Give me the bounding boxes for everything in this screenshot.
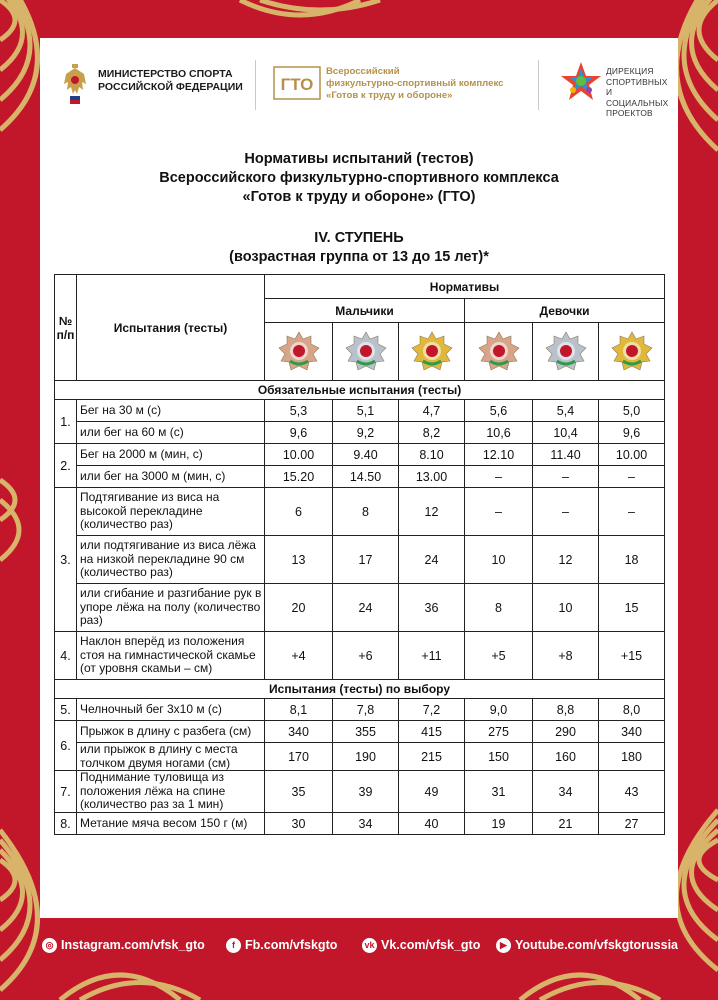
norm-value: 170 bbox=[265, 743, 333, 771]
gto-complex-name bbox=[326, 66, 526, 102]
social-footer bbox=[40, 934, 680, 956]
vk-link[interactable] bbox=[362, 934, 480, 956]
row-number: 6. bbox=[55, 721, 77, 771]
table-row bbox=[55, 771, 665, 813]
norm-value: 9.40 bbox=[333, 444, 399, 466]
norm-value: 19 bbox=[465, 813, 533, 835]
badge-cell bbox=[533, 323, 599, 381]
norm-value: 39 bbox=[333, 771, 399, 813]
gold-badge-icon bbox=[611, 331, 653, 373]
document-title bbox=[40, 150, 678, 207]
norm-value: – bbox=[533, 488, 599, 536]
directorate-line-2: СПОРТИВНЫХ bbox=[606, 76, 668, 87]
table-row bbox=[55, 743, 665, 771]
document-card bbox=[40, 38, 678, 918]
directorate-star-icon bbox=[558, 60, 604, 106]
norm-value: 13 bbox=[265, 536, 333, 584]
col-number-line-2: п/п bbox=[56, 327, 75, 342]
ministry-line-1: МИНИСТЕРСТВО СПОРТА bbox=[98, 68, 233, 80]
norm-value: 290 bbox=[533, 721, 599, 743]
col-norms-header: Нормативы bbox=[265, 275, 665, 299]
test-name: Прыжок в длину с разбега (см) bbox=[77, 721, 265, 743]
norm-value: 6 bbox=[265, 488, 333, 536]
norm-value: 34 bbox=[333, 813, 399, 835]
col-tests-header: Испытания (тесты) bbox=[77, 275, 265, 381]
table-row bbox=[55, 444, 665, 466]
norm-value: 150 bbox=[465, 743, 533, 771]
norm-value: 275 bbox=[465, 721, 533, 743]
norm-value: 5,3 bbox=[265, 400, 333, 422]
norm-value: 35 bbox=[265, 771, 333, 813]
bronze-badge-icon bbox=[278, 331, 320, 373]
test-name: Подтягивание из виса на высокой перекладине (количество раз) bbox=[77, 488, 265, 536]
row-number: 5. bbox=[55, 699, 77, 721]
directorate-line-1: ДИРЕКЦИЯ bbox=[606, 66, 654, 76]
table-row bbox=[55, 466, 665, 488]
test-name: или бег на 3000 м (мин, с) bbox=[77, 466, 265, 488]
norm-value: 160 bbox=[533, 743, 599, 771]
test-name: Наклон вперёд из положения стоя на гимнастической скамье (от уровня скамьи – см) bbox=[77, 632, 265, 680]
facebook-link[interactable] bbox=[226, 934, 337, 956]
norm-value: +15 bbox=[599, 632, 665, 680]
norm-value: +6 bbox=[333, 632, 399, 680]
col-number-line-1: № bbox=[58, 313, 73, 328]
norm-value: 8,0 bbox=[599, 699, 665, 721]
gto-line-3: «Готов к труду и обороне» bbox=[326, 90, 453, 101]
norm-value: 10 bbox=[533, 584, 599, 632]
norm-value: 10 bbox=[465, 536, 533, 584]
norm-value: 14.50 bbox=[333, 466, 399, 488]
facebook-icon: f bbox=[226, 938, 241, 953]
norm-value: 8,8 bbox=[533, 699, 599, 721]
mandatory-rows bbox=[55, 400, 665, 680]
table-row bbox=[55, 422, 665, 444]
directorate-line-4: ПРОЕКТОВ bbox=[606, 108, 653, 118]
directorate-line-3: И СОЦИАЛЬНЫХ bbox=[606, 87, 669, 108]
row-number: 7. bbox=[55, 771, 77, 813]
norm-value: 7,8 bbox=[333, 699, 399, 721]
norm-value: 180 bbox=[599, 743, 665, 771]
section-mandatory: Обязательные испытания (тесты) bbox=[55, 381, 665, 400]
logo-separator bbox=[538, 60, 539, 110]
instagram-text: Instagram.com/vfsk_gto bbox=[61, 938, 205, 952]
norm-value: 9,0 bbox=[465, 699, 533, 721]
col-number-header bbox=[55, 275, 77, 381]
table-row bbox=[55, 632, 665, 680]
table-row bbox=[55, 584, 665, 632]
ministry-line-2: РОССИЙСКОЙ ФЕДЕРАЦИИ bbox=[98, 81, 243, 93]
stage-name: IV. СТУПЕНЬ bbox=[314, 230, 404, 246]
badge-cell bbox=[399, 323, 465, 381]
norm-value: +8 bbox=[533, 632, 599, 680]
gto-mark: ГТО bbox=[280, 75, 314, 94]
bronze-badge-icon bbox=[478, 331, 520, 373]
norm-value: 40 bbox=[399, 813, 465, 835]
title-line-3: «Готов к труду и обороне» (ГТО) bbox=[242, 189, 476, 205]
norm-value: 10.00 bbox=[599, 444, 665, 466]
badge-cell bbox=[265, 323, 333, 381]
table-row bbox=[55, 813, 665, 835]
norm-value: 24 bbox=[333, 584, 399, 632]
youtube-text: Youtube.com/vfskgtorussia bbox=[515, 938, 678, 952]
norm-value: 340 bbox=[599, 721, 665, 743]
test-name: Метание мяча весом 150 г (м) bbox=[77, 813, 265, 835]
norm-value: +5 bbox=[465, 632, 533, 680]
vk-text: Vk.com/vfsk_gto bbox=[381, 938, 481, 952]
stage-age-group: (возрастная группа от 13 до 15 лет)* bbox=[229, 249, 489, 265]
stage-title bbox=[40, 229, 678, 267]
title-line-1: Нормативы испытаний (тестов) bbox=[244, 151, 474, 167]
norm-value: 9,6 bbox=[599, 422, 665, 444]
norm-value: 15 bbox=[599, 584, 665, 632]
norm-value: 24 bbox=[399, 536, 465, 584]
table-row bbox=[55, 536, 665, 584]
norm-value: 18 bbox=[599, 536, 665, 584]
test-name: или сгибание и разгибание рук в упоре лёжа на полу (количество раз) bbox=[77, 584, 265, 632]
norm-value: 190 bbox=[333, 743, 399, 771]
badge-cell bbox=[333, 323, 399, 381]
norm-value: 8 bbox=[465, 584, 533, 632]
test-name: Поднимание туловища из положения лёжа на спине (количество раз за 1 мин) bbox=[77, 771, 265, 813]
norm-value: 49 bbox=[399, 771, 465, 813]
norm-value: 30 bbox=[265, 813, 333, 835]
norm-value: 17 bbox=[333, 536, 399, 584]
gto-line-1: Всероссийский bbox=[326, 66, 400, 77]
norm-value: 4,7 bbox=[399, 400, 465, 422]
norm-value: – bbox=[465, 466, 533, 488]
header-logos bbox=[40, 38, 678, 138]
norm-value: 11.40 bbox=[533, 444, 599, 466]
norm-value: 8,2 bbox=[399, 422, 465, 444]
logo-separator bbox=[255, 60, 256, 110]
norm-value: 21 bbox=[533, 813, 599, 835]
norm-value: 215 bbox=[399, 743, 465, 771]
gto-line-2: физкультурно-спортивный комплекс bbox=[326, 78, 504, 89]
gto-logo-icon bbox=[273, 66, 321, 100]
facebook-text: Fb.com/vfskgto bbox=[245, 938, 338, 952]
ministry-emblem-icon bbox=[62, 62, 88, 106]
norm-value: 10.00 bbox=[265, 444, 333, 466]
table-row bbox=[55, 721, 665, 743]
boys-header: Мальчики bbox=[265, 299, 465, 323]
row-number: 3. bbox=[55, 488, 77, 632]
norm-value: 7,2 bbox=[399, 699, 465, 721]
norm-value: 415 bbox=[399, 721, 465, 743]
norm-value: 12.10 bbox=[465, 444, 533, 466]
norms-table bbox=[54, 274, 665, 835]
youtube-icon: ▶ bbox=[496, 938, 511, 953]
badge-cell bbox=[465, 323, 533, 381]
norm-value: 9,6 bbox=[265, 422, 333, 444]
norm-value: – bbox=[533, 466, 599, 488]
norm-value: +11 bbox=[399, 632, 465, 680]
vk-icon: vk bbox=[362, 938, 377, 953]
norm-value: – bbox=[465, 488, 533, 536]
norm-value: 5,0 bbox=[599, 400, 665, 422]
table-row bbox=[55, 400, 665, 422]
badge-cell bbox=[599, 323, 665, 381]
norm-value: 20 bbox=[265, 584, 333, 632]
norm-value: 10,6 bbox=[465, 422, 533, 444]
test-name: или бег на 60 м (с) bbox=[77, 422, 265, 444]
norm-value: 15.20 bbox=[265, 466, 333, 488]
test-name: Бег на 30 м (с) bbox=[77, 400, 265, 422]
norm-value: 9,2 bbox=[333, 422, 399, 444]
norm-value: 8 bbox=[333, 488, 399, 536]
norm-value: 12 bbox=[533, 536, 599, 584]
instagram-link[interactable] bbox=[42, 934, 205, 956]
norm-value: 34 bbox=[533, 771, 599, 813]
girls-header: Девочки bbox=[465, 299, 665, 323]
test-name: или подтягивание из виса лёжа на низкой перекладине 90 см (количество раз) bbox=[77, 536, 265, 584]
norm-value: 12 bbox=[399, 488, 465, 536]
ministry-name bbox=[98, 68, 258, 94]
norm-value: 5,6 bbox=[465, 400, 533, 422]
row-number: 8. bbox=[55, 813, 77, 835]
test-name: или прыжок в длину с места толчком двумя ногами (см) bbox=[77, 743, 265, 771]
test-name: Челночный бег 3х10 м (с) bbox=[77, 699, 265, 721]
norm-value: 355 bbox=[333, 721, 399, 743]
norm-value: 13.00 bbox=[399, 466, 465, 488]
silver-badge-icon bbox=[345, 331, 387, 373]
norm-value: 8.10 bbox=[399, 444, 465, 466]
test-name: Бег на 2000 м (мин, с) bbox=[77, 444, 265, 466]
section-optional: Испытания (тесты) по выбору bbox=[55, 680, 665, 699]
norm-value: – bbox=[599, 488, 665, 536]
table-row bbox=[55, 488, 665, 536]
instagram-icon: ◎ bbox=[42, 938, 57, 953]
norm-value: 8,1 bbox=[265, 699, 333, 721]
title-line-2: Всероссийского физкультурно-спортивного комплекса bbox=[159, 170, 559, 186]
norm-value: +4 bbox=[265, 632, 333, 680]
row-number: 1. bbox=[55, 400, 77, 444]
gold-badge-icon bbox=[411, 331, 453, 373]
norm-value: 43 bbox=[599, 771, 665, 813]
optional-rows bbox=[55, 699, 665, 835]
norm-value: 10,4 bbox=[533, 422, 599, 444]
directorate-name bbox=[606, 66, 676, 119]
norm-value: 5,1 bbox=[333, 400, 399, 422]
norm-value: 36 bbox=[399, 584, 465, 632]
norm-value: – bbox=[599, 466, 665, 488]
norm-value: 27 bbox=[599, 813, 665, 835]
table-row bbox=[55, 699, 665, 721]
row-number: 4. bbox=[55, 632, 77, 680]
norm-value: 31 bbox=[465, 771, 533, 813]
youtube-link[interactable] bbox=[496, 934, 678, 956]
norm-value: 340 bbox=[265, 721, 333, 743]
silver-badge-icon bbox=[545, 331, 587, 373]
row-number: 2. bbox=[55, 444, 77, 488]
norm-value: 5,4 bbox=[533, 400, 599, 422]
